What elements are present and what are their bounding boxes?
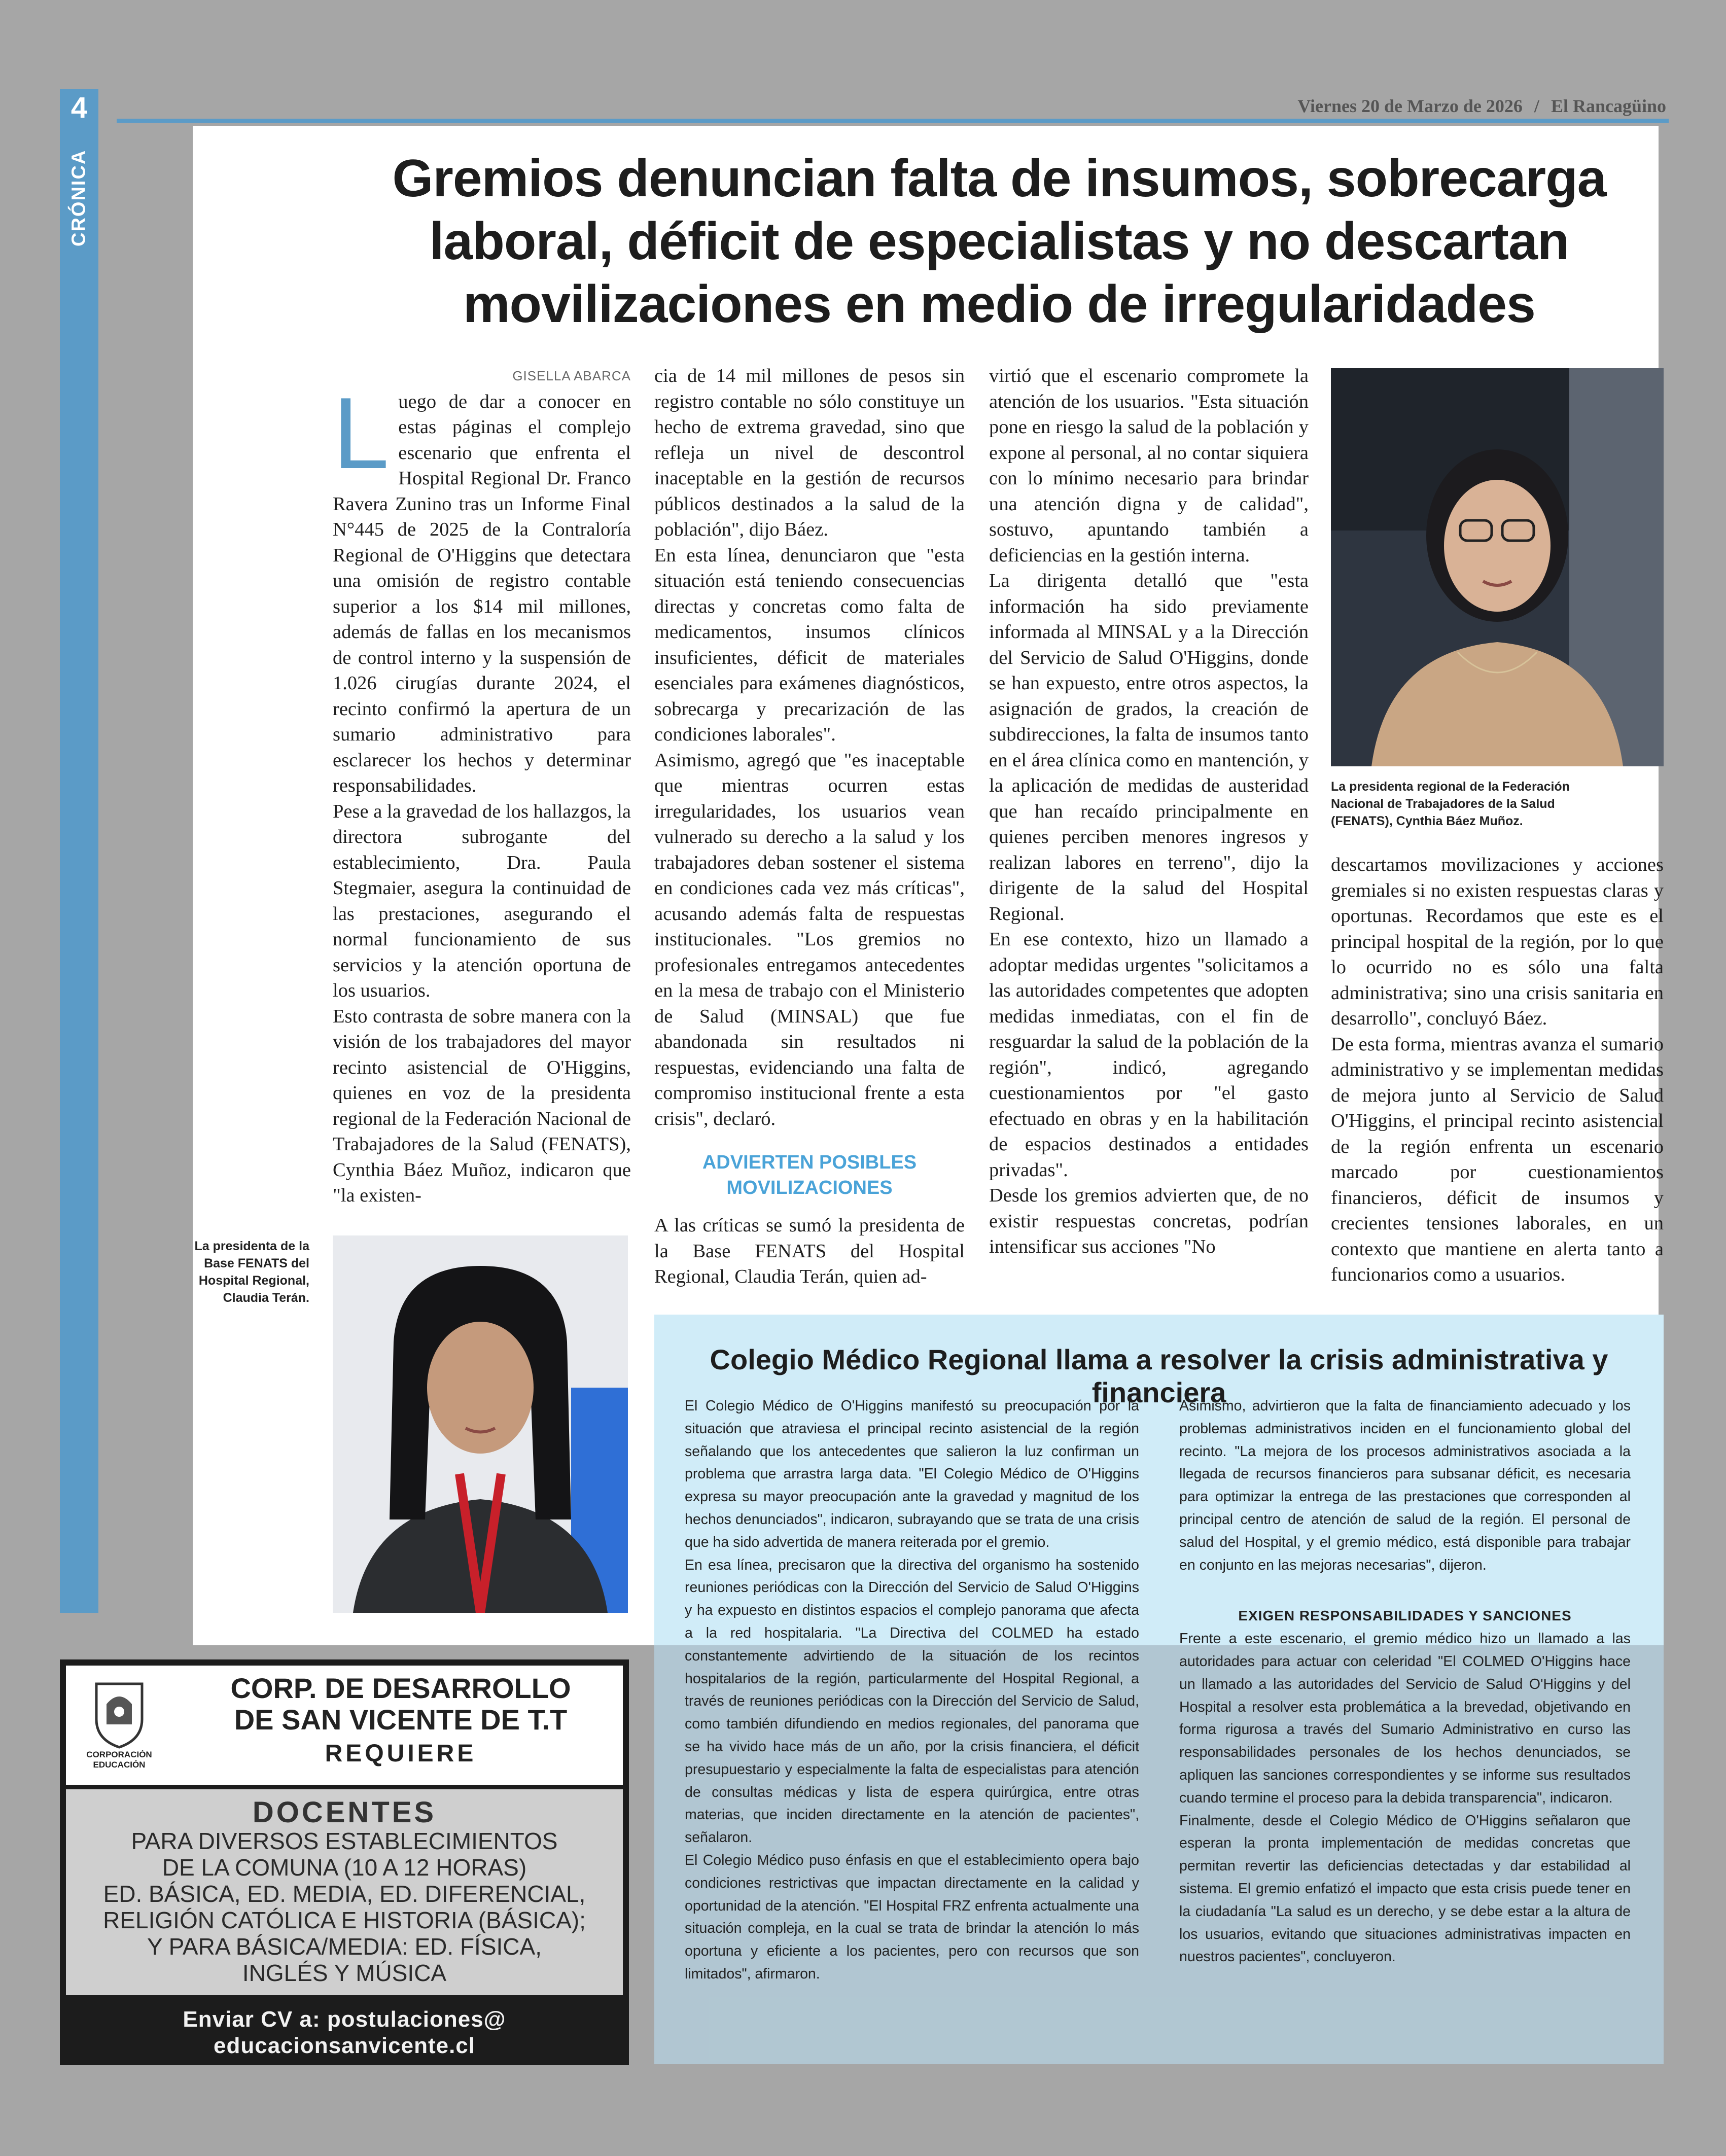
box-title: Colegio Médico Regional llama a resolver la crisis administrativa y financiera <box>710 1344 1608 1408</box>
paragraph: virtió que el escenario compromete la atención de los usuarios. "Esta situación pone en riesgo la salud de la población y expone al personal, al no contar siquiera con lo mínimo necesario para brindar una atención digna y de calidad", sostuvo, apuntando también a deficiencias en la gestión interna. <box>989 365 1309 566</box>
paragraph: Frente a este escenario, el gremio médico hizo un llamado a las autoridades para actuar con celeridad "El COLMED O'Higgins hace un llamado a las autoridades del Servicio de Salud O'Higgins y del Hospital a resolver esta problemática a la brevedad, objetivando en forma rigurosa a través del Sumario Administrativo en curso las responsabilidades personales de los hechos denunciados, se apliquen las sanciones correspondientes y se informe sus resultados cuando termine el proceso para la debida transparencia", indicaron. <box>1179 1631 1631 1806</box>
section-subhead: ADVIERTEN POSIBLES MOVILIZACIONES <box>702 1152 917 1198</box>
paragraph: descartamos movilizaciones y acciones gremiales si no existen respuestas claras y oportunas. Recordamos que este es el principal hospital de la región, por lo que lo ocurrido no es sólo una falta administrativa; sino una crisis sanitaria en desarrollo", concluyó Báez. <box>1331 854 1664 1029</box>
paragraph: El Colegio Médico puso énfasis en que el establecimiento opera bajo condiciones restrictivas que impactan directamente en la calidad y oportunidad de la atención. "El Hospital FRZ enfrenta actualmente una situación compleja, en la cual se trata de brindar la atención lo más oportuna y eficiente a los pacientes, pero con recursos que son limitados", afirmaron. <box>685 1852 1139 1982</box>
photo-claudia-teran <box>333 1235 628 1613</box>
article-column-2 <box>654 363 965 1290</box>
ad-title-line: CORP. DE DESARROLLO <box>230 1672 571 1704</box>
paragraph: En esa línea, precisaron que la directiva del organismo ha sostenido reuniones periódicas con la Dirección del Servicio de Salud O'Higgins y ha expuesto en distintos espacios el complejo panorama que afecta a la red hospitalaria. "La Directiva del COLMED ha estado constantemente advirtiendo de la situación de los recintos hospitalarios de la región, particularmente del Hospital Regional, a través de reuniones periódicas con la Dirección del Servicio de Salud, como también difundiendo en medios regionales, del panorama que se ha vivido hace más de un año, por la crisis financiera, el déficit presupuestario y especialmente la falta de especialistas para atención de consultas médicas y lista de espera quirúrgica, entre otras materias, que inciden directamente en la atención de pacientes", señalaron. <box>685 1557 1139 1846</box>
ad-requires: REQUIERE <box>325 1740 477 1767</box>
paragraph: El Colegio Médico de O'Higgins manifestó su preocupación por la situación que atraviesa el principal recinto asistencial de la región señalando que los antecedentes que salieron la luz confirman un problema que arrastra larga data. "El Colegio Médico de O'Higgins expresa su mayor preocupación ante la gravedad y magnitud de los hechos denunciados", indicaron, subrayando que se trata de una crisis que ha sido advertida de manera reiterada por el gremio. <box>685 1398 1139 1550</box>
paragraph: A las críticas se sumó la presidenta de la Base FENATS del Hospital Regional, Claudia Terán, quien ad- <box>654 1215 965 1287</box>
header-rule <box>117 119 1669 123</box>
paragraph: Pese a la gravedad de los hallazgos, la directora subrogante del establecimiento, Dra. Paula Stegmaier, asegura la continuidad de las prestaciones, asegurando el normal funcionamiento de sus servicios y la atención oportuna de los usuarios. <box>333 800 631 1001</box>
paragraph: Desde los gremios advierten que, de no existir respuestas concretas, podrían intensificar sus acciones "No <box>989 1185 1309 1257</box>
paragraph: Asimismo, agregó que "es inaceptable que mientras ocurren estas irregularidades, los usuarios vean vulnerado su derecho a la salud y los trabajadores deban sostener el sistema en condiciones cada vez más críticas", acusando además falta de respuestas institucionales. "Los gremios no profesionales entregamos antecedentes en la mesa de trabajo con el Ministerio de Salud (MINSAL) que fue abandonada sin resultados ni respuestas, evidenciando una falta de compromiso institucional frente a esta crisis", declaró. <box>654 749 965 1129</box>
box-column-2 <box>1179 1395 1631 1968</box>
paragraph: En esta línea, denunciaron que "esta situación está teniendo consecuencias directas y concretas como falta de medicamentos, insumos clínicos insuficientes, déficit de materiales esenciales para exámenes diagnósticos, sobrecarga y precarización de las condiciones laborales". <box>654 544 965 745</box>
article-column-4 <box>1331 852 1664 1288</box>
section-sidebar <box>60 89 98 1613</box>
ad-footer <box>66 2006 623 2059</box>
paragraph: cia de 14 mil millones de pesos sin registro contable no sólo constituye un hecho de extrema gravedad, sino que refleja un nivel de descontrol inaceptable en la gestión de recursos públicos destinados a la salud de la población", dijo Báez. <box>654 365 965 540</box>
page-number: 4 <box>71 91 88 124</box>
ad-body-line: PARA DIVERSOS ESTABLECIMIENTOS <box>131 1828 558 1854</box>
ad-body <box>66 1828 623 1986</box>
ad-footer-line: Enviar CV a: postulaciones@ <box>183 2007 506 2032</box>
photo2-caption: La presidenta de la Base FENATS del Hospital Regional, Claudia Terán. <box>194 1239 309 1305</box>
ad-body-line: Y PARA BÁSICA/MEDIA: ED. FÍSICA, <box>147 1933 542 1960</box>
ad-position: DOCENTES <box>252 1796 437 1829</box>
article-column-1 <box>333 363 631 1209</box>
photo1-caption: La presidenta regional de la Federación Nacional de Trabajadores de la Salud (FENATS), Cynthia Báez Muñoz. <box>1331 780 1570 828</box>
paragraph: En ese contexto, hizo un llamado a adoptar medidas urgentes "solicitamos a las autoridades competentes que adopten medidas inmediatas, con el fin de resguardar la salud de la población de la región", indicó, agregando cuestionamientos por "el gasto efectuado en obras y en la habilitación de espacios destinados a entidades privadas". <box>989 929 1309 1181</box>
ad-body-line: INGLÉS Y MÚSICA <box>242 1960 447 1986</box>
article-column-3 <box>989 363 1309 1260</box>
byline: GISELLA ABARCA <box>512 368 631 383</box>
paragraph: Finalmente, desde el Colegio Médico de O'Higgins señalaron que esperan la pronta implementación de medidas concretas que permitan revertir las deficiencias detectadas y dar estabilidad al sistema. El gremio enfatizó el impacto que esta crisis puede tener en la ciudadanía "La salud es un derecho, y se debe estar a la altura de los usuarios, evitando que situaciones administrativas impacten en nuestros pacientes", concluyeron. <box>1179 1812 1631 1965</box>
box-column-1 <box>685 1395 1139 1986</box>
paragraph: De esta forma, mientras avanza el sumario administrativo y se implementan medidas de mejora junto al Servicio de Salud O'Higgins, el principal recinto asistencial de la región enfrenta un escenario marcado por cuestionamientos financieros, déficit de insumos y crecientes tensiones laborales, en un contexto que mantiene en alerta tanto a funcionarios como a usuarios. <box>1331 1033 1664 1285</box>
box-subhead: EXIGEN RESPONSABILIDADES Y SANCIONES <box>1238 1608 1572 1624</box>
ad-title-line: DE SAN VICENTE DE T.T <box>234 1704 568 1736</box>
ad-body-line: DE LA COMUNA (10 A 12 HORAS) <box>162 1854 527 1881</box>
photo-cynthia-baez <box>1331 368 1664 766</box>
newspaper-name: El Rancagüino <box>1551 96 1666 116</box>
ad-logo <box>86 1674 152 1775</box>
paragraph: Asimismo, advirtieron que la falta de financiamiento adecuado y los problemas administrativos inciden en el funcionamiento global del recinto. "La mejora de los procesos administrativos asociada a la llegada de recursos financieros para subsanar déficit, es necesaria para optimizar la entrega de las prestaciones que corresponden al principal centro de atención de salud de la región. El personal de salud del Hospital, y el gremio médico, está disponible para trabajar en conjunto en las mejoras necesarias", dijeron. <box>1179 1398 1631 1573</box>
section-label: CRÓNICA <box>68 149 90 246</box>
paragraph: La dirigenta detalló que "esta información ha sido previamente informada al MINSAL y a la Dirección del Servicio de Salud O'Higgins, donde se han expuesto, entre otros aspectos, la asignación de grados, la creación de subdirecciones, la falta de insumos tanto en el área clínica como en mantención, y la aplicación de medidas de austeridad que han recaído principalmente en quienes perciben menores ingresos y realizan labores en terreno", dijo la dirigente de la salud del Hospital Regional. <box>989 570 1309 925</box>
ad-email-link[interactable]: educacionsanvicente.cl <box>214 2033 475 2058</box>
drop-cap: L <box>333 376 390 490</box>
portrait-illustration <box>1331 368 1664 766</box>
header-separator: / <box>1534 96 1539 116</box>
paragraph: uego de dar a conocer en estas páginas el complejo escenario que enfrenta el Hospital Regional Dr. Franco Ravera Zunino tras un Informe Final N°445 de 2025 de la Contraloría Regional de O'Higgins que detectara una omisión de registro contable superior a los $14 mil millones, además de fallas en los mecanismos de control interno y la suspensión de 1.026 cirugías durante 2024, el recinto confirmó la apertura de un sumario administrativo para esclarecer los hechos y determinar responsabilidades. <box>333 391 631 796</box>
ad-logo-text: CORPORACIÓN EDUCACIÓN <box>86 1750 152 1770</box>
ad-body-line: ED. BÁSICA, ED. MEDIA, ED. DIFERENCIAL, <box>103 1881 586 1907</box>
ad-title <box>193 1673 609 1736</box>
article-headline: Gremios denuncian falta de insumos, sobrecarga laboral, déficit de especialistas y no descartan movilizaciones en medio de irregularidades <box>392 149 1606 334</box>
date-line: Viernes 20 de Marzo de 2026 <box>1297 96 1523 116</box>
paragraph: Esto contrasta de sobre manera con la visión de los trabajadores del mayor recinto asistencial de O'Higgins, quienes en voz de la presidenta regional de la Federación Nacional de Trabajadores de la Salud (FENATS), Cynthia Báez Muñoz, indicaron que "la existen- <box>333 1005 631 1206</box>
portrait-illustration <box>333 1235 628 1613</box>
page-header <box>1297 95 1666 117</box>
ad-body-line: RELIGIÓN CATÓLICA E HISTORIA (BÁSICA); <box>103 1907 586 1933</box>
